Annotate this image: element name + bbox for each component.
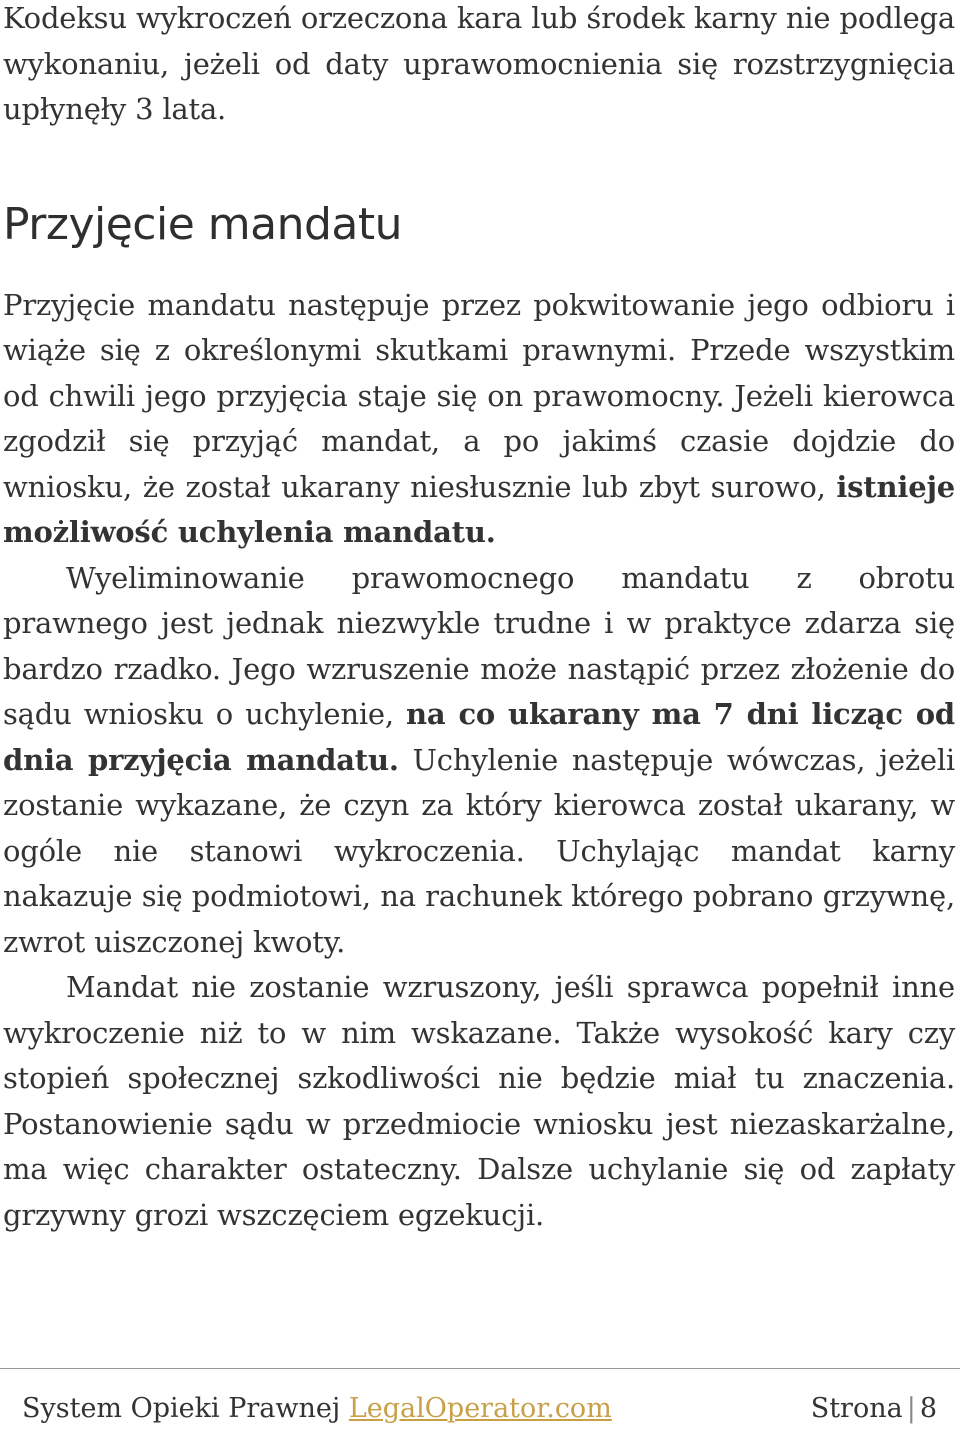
paragraph-1-bold: istnieje możliwość uchylenia mandatu.	[3, 469, 955, 549]
page-label: Strona	[810, 1393, 903, 1424]
paragraph-2-text-end: Uchylenie następuje wówczas, jeżeli zostanie wykazane, że czyn za który kierowca został ukarany, w ogóle nie stanowi wykroczenia. Uchylając mandat karny nakazuje się podmiotowi, na rachunek którego pobrano grzywnę, zwrot uiszczonej kwoty.	[3, 742, 956, 959]
page-footer	[22, 1392, 937, 1428]
footer-link[interactable]: LegalOperator.com	[348, 1393, 612, 1424]
lead-paragraph: Kodeksu wykroczeń orzeczona kara lub środek karny nie podlega wykonaniu, jeżeli od daty uprawomocnienia się rozstrzygnięcia upłynęły 3 lata.	[3, 1, 955, 126]
footer-divider	[0, 1368, 960, 1369]
page-number: 8	[919, 1393, 937, 1424]
paragraph-3: Mandat nie zostanie wzruszony, jeśli sprawca popełnił inne wykroczenie niż to w nim wskazane. Także wysokość kary czy stopień społecznej szkodliwości nie będzie miał tu znaczenia. Postanowienie sądu w przedmiocie wniosku jest niezaskarżalne, ma więc charakter ostateczny. Dalsze uchylanie się od zapłaty grzywny grozi wszczęciem egzekucji.	[3, 970, 955, 1232]
page-separator: |	[906, 1393, 916, 1424]
footer-page-indicator	[811, 1392, 937, 1426]
footer-site-name: System Opieki Prawnej	[22, 1393, 341, 1424]
section-heading: Przyjęcie mandatu	[3, 198, 402, 250]
paragraph-2-text-start: Wyeliminowanie prawomocnego mandatu z obrotu prawnego jest jednak niezwykle trudne i w praktyce zdarza się bardzo rzadko. Jego wzruszenie może nastąpić przez złożenie do sądu wniosku o uchylenie,	[3, 560, 955, 731]
footer-left	[22, 1392, 612, 1426]
paragraph-1	[3, 283, 955, 556]
paragraph-2	[3, 556, 955, 966]
paragraph-1-text: Przyjęcie mandatu następuje przez pokwitowanie jego odbioru i wiąże się z określonymi skutkami prawnymi. Przede wszystkim od chwili jego przyjęcia staje się on prawomocny. Jeżeli kierowca zgodził się przyjąć mandat, a po jakimś czasie dojdzie do wniosku, że został ukarany niesłusznie lub zbyt surowo,	[3, 287, 955, 504]
paragraph-2-bold: na co ukarany ma 7 dni licząc od dnia przyjęcia mandatu.	[3, 697, 955, 777]
document-body	[3, 0, 955, 1238]
